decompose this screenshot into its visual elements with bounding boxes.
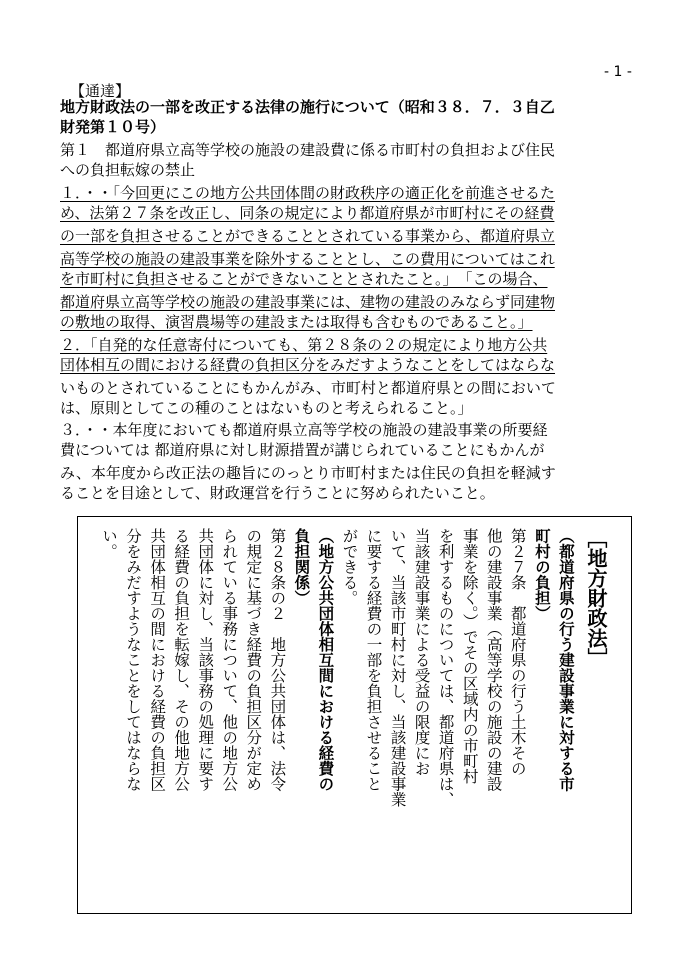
article-27-text-line-3: 事業を除く。）でその区域内の市町村 [460,528,479,784]
article-28-2-text-line-5: る経費の負担を転嫁し、その他地方公 [172,528,191,792]
paragraph-2-line-1: ２．「自発的な任意寄付についても、第２８条の２の規定により地方公共 [60,336,548,354]
article-27-text-line-6: いて、当該市町村に対し、当該建設事業 [388,528,407,807]
article-28-2-text-line-1: 第２８条の２ 地方公共団体は、法令 [268,528,287,792]
article-28-2-text-line-4: 共団体に対し、当該事務の処理に要す [196,528,215,792]
article-27-text-line-7: に要する経費の一部を負担させること [364,528,383,792]
law-box-title: ［地方財政法］ [583,528,608,668]
article-27-text-line-8: ができる。 [340,528,359,606]
article-27-text-line-2: 他の建設事業（高等学校の施設の建設 [484,528,503,792]
article-27-heading-line-2: 町村の負担） [532,528,551,621]
document-title-line-2: 財発第１０号） [60,118,166,136]
paragraph-2-line-4: は、原則としてこの種のことはないものと考えられること。」 [60,399,473,417]
article-27-text-line-1: 第２７条 都道府県の行う土木その [508,528,527,776]
article-27-heading-line-1: （都道府県の行う建設事業に対する市 [556,528,575,792]
section-heading-line-1: 第１ 都道府県立高等学校の施設の建設費に係る市町村の負担および住民 [60,141,556,159]
paragraph-3-line-2: 費については 都道府県に対し財源措置が講じられていることにもかんが [60,441,545,459]
paragraph-1-line-6: 都道府県立高等学校の施設の建設事業には、建物の建設のみならず同建物 [60,293,556,311]
document-title-line-1: 地方財政法の一部を改正する法律の施行について（昭和３８．７．３自乙 [60,98,555,116]
law-excerpt-vertical-text [99,528,608,900]
page-number: - 1 - [604,64,632,80]
article-28-2-text-line-8: い。 [100,528,118,559]
article-28-2-heading-line-2: 負担関係） [292,528,311,606]
paragraph-1-line-5: を市町村に負担させることができないこととされたこと。」 「この場合、 [60,270,548,288]
section-heading-line-2: への負担転嫁の禁止 [60,161,196,179]
paragraph-2-line-3: いものとされていることにもかんがみ、市町村と都道府県との間において [60,379,556,397]
paragraph-2-line-2: 団体相互の間における経費の負担区分をみだすようなことをしてはならな [60,356,556,374]
paragraph-3-line-4: ることを目途として、財政運営を行うことに努められたいこと。 [60,484,495,502]
article-27-text-line-5: 当該建設事業による受益の限度にお [412,528,431,776]
paragraph-3-line-1: ３．・・本年度においても都道府県立高等学校の施設の建設事業の所要経 [60,421,548,439]
paragraph-3-line-3: み、本年度から改正法の趣旨にのっとり市町村または住民の負担を軽減す [60,464,556,482]
paragraph-1-line-4: 高等学校の施設の建設事業を除外することとし、この費用についてはこれ [60,250,555,268]
article-28-2-text-line-2: の規定に基づき経費の負担区分が定め [244,528,263,792]
paragraph-1-line-3: の一部を負担させることができることとされている事業から、都道府県立 [60,227,556,245]
article-28-2-text-line-6: 共団体相互の間における経費の負担区 [148,528,167,792]
category-tag: 【通達】 [70,82,131,100]
paragraph-1-line-1: １．・・「今回更にこの地方公共団体間の財政秩序の適正化を前進させるた [60,184,556,202]
article-28-2-heading-line-1: （地方公共団体相互間における経費の [316,528,335,792]
article-28-2-text-line-7: 分をみだすようなことをしてはならな [124,528,143,792]
paragraph-1-line-7: の敷地の取得、演習農場等の建設または取得も含むものであること。」 [60,313,533,331]
article-28-2-text-line-3: られている事務について、他の地方公 [220,528,239,792]
article-27-text-line-4: を利するものについては、都道府県は、 [436,528,455,807]
paragraph-1-line-2: め、法第２７条を改正し、同条の規定により都道府県が市町村にその経費 [60,204,555,222]
